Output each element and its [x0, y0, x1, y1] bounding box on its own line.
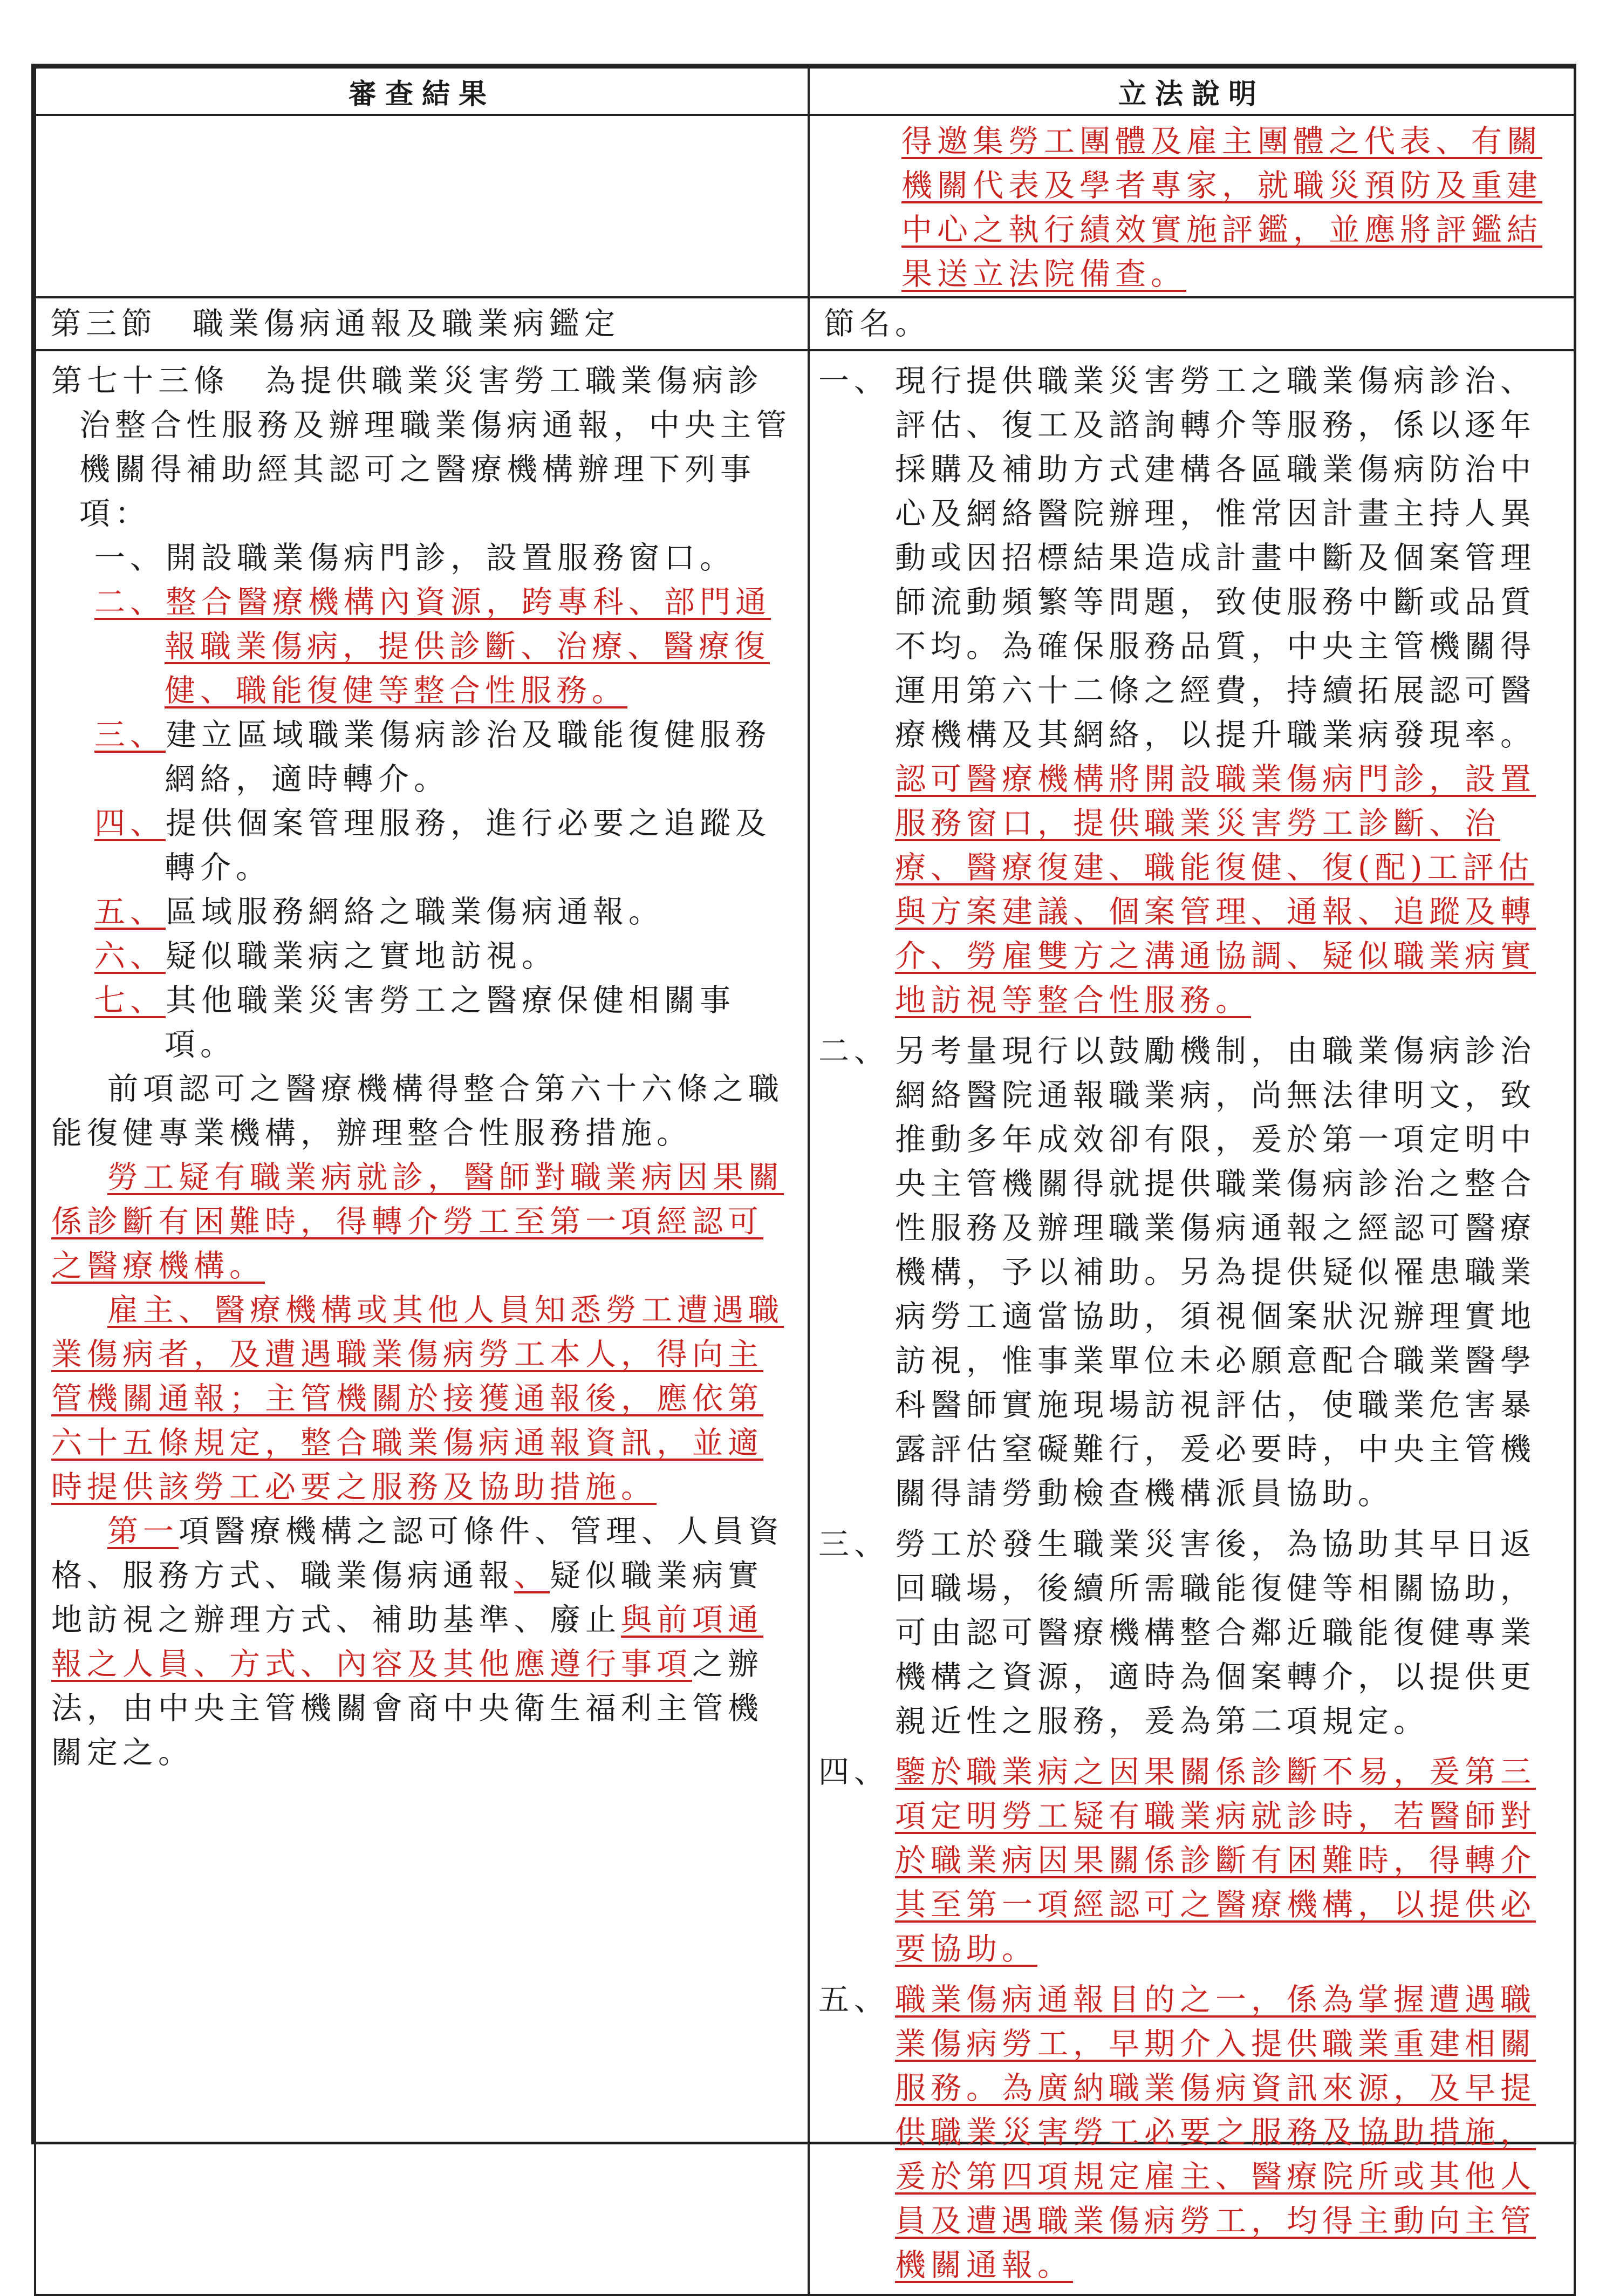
article-cell — [35, 350, 809, 2295]
article-item-5 — [51, 890, 795, 934]
explanation-2-text: 另考量現行以鼓勵機制，由職業傷病診治網絡醫院通報職業病，尚無法律明文，致推動多年成效卻有限，爰於第一項定明中央主管機關得就提供職業傷病診治之整合性服務及辦理職業傷病通報之經認可醫療機構，予以補助。另為提供疑似罹患職業病勞工適當協助，須視個案狀況辦理實地訪視，惟事業單位未必願意配合職業醫學科醫師實施現場訪視評估，使職業危害暴露評估窒礙難行，爰必要時，中央主管機關得請勞動檢查機構派員協助。 — [895, 1033, 1536, 1511]
item-number: 二、 — [94, 584, 166, 620]
item-number: 六、 — [94, 938, 166, 974]
item-number: 一、 — [94, 540, 166, 576]
article-heading: 第七十三條 — [51, 363, 229, 399]
item-number: 三、 — [94, 717, 166, 753]
item-number: 五、 — [94, 894, 166, 930]
explanation-item-2 — [818, 1029, 1565, 1516]
explanation-item-1 — [818, 359, 1565, 1023]
explanation-body — [895, 1750, 1565, 1971]
explanation-4-text: 鑒於職業病之因果關係診斷不易，爰第三項定明勞工疑有職業病就診時，若醫師對於職業病因果關係診斷有困難時，得轉介其至第一項經認可之醫療機構，以提供必要協助。 — [895, 1754, 1536, 1967]
continued-row — [35, 115, 1575, 297]
item-number: 四、 — [94, 806, 166, 841]
section-explanation: 節名。 — [809, 297, 1575, 350]
paragraph-5-part: 第一 — [107, 1514, 179, 1549]
article-item-3 — [51, 713, 795, 801]
comparison-table — [34, 66, 1576, 2296]
paragraph-5-part: 、 — [514, 1558, 550, 1593]
explanation-1-amended: 認可醫療機構將開設職業傷病門診，設置服務窗口，提供職業災害勞工診斷、治療、醫療復建、職能復健、復(配)工評估與方案建議、個案管理、通報、追蹤及轉介、勞雇雙方之溝通協調、疑似職業病實地訪視等整合性服務。 — [895, 761, 1536, 1018]
article-paragraph-3 — [51, 1155, 795, 1288]
item-text: 提供個案管理服務，進行必要之追蹤及轉介。 — [165, 806, 771, 885]
article-item-2 — [51, 580, 795, 713]
explanation-5-text: 職業傷病通報目的之一，係為掌握遭遇職業傷病勞工，早期介入提供職業重建相關服務。為廣納職業傷病資訊來源，及早提供職業災害勞工必要之服務及協助措施，爰於第四項規定雇主、醫療院所或其他人員及遭遇職業傷病勞工，均得主動向主管機關通報。 — [895, 1982, 1536, 2283]
header-row — [35, 67, 1575, 115]
paragraph-5-part: 項醫療機構之認可條件、管理、人員資格、服務方式、職業傷病通報 — [51, 1514, 784, 1593]
article-row — [35, 350, 1575, 2295]
article-item-7 — [51, 978, 795, 1067]
explanation-number: 五、 — [818, 1982, 890, 2018]
explanation-body — [895, 359, 1565, 1023]
item-text: 開設職業傷病門診，設置服務窗口。 — [166, 540, 735, 576]
explanation-item-4 — [818, 1750, 1565, 1971]
header-legislative-explanation: 立法說明 — [809, 67, 1575, 115]
continued-left-cell — [35, 115, 809, 297]
paragraph-5-part: 與前項通報之人員、方式、內容及其他應遵行事項 — [51, 1602, 763, 1682]
explanation-number: 二、 — [818, 1033, 890, 1069]
item-text: 其他職業災害勞工之醫療保健相關事項。 — [165, 983, 735, 1062]
item-text: 整合醫療機構內資源，跨專科、部門通報職業傷病，提供診斷、治療、醫療復健、職能復健等整合性服務。 — [165, 584, 771, 708]
explanation-1-text: 現行提供職業災害勞工之職業傷病診治、評估、復工及諮詢轉介等服務，係以逐年採購及補助方式建構各區職業傷病防治中心及網絡醫院辦理，惟常因計畫主持人異動或因招標結果造成計畫中斷及個案管理師流動頻繁等問題，致使服務中斷或品質不均。為確保服務品質，中央主管機關得運用第六十二條之經費，持續拓展認可醫療機構及其網絡，以提升職業病發現率。 — [895, 363, 1536, 753]
explanation-number: 三、 — [818, 1527, 890, 1562]
document-page — [31, 64, 1576, 2283]
explanation-item-5 — [818, 1978, 1565, 2287]
paragraph-5-part: 之辦法，由中央主管機關會商中央衛生福利主管機關定之。 — [51, 1646, 763, 1770]
article-item-6 — [51, 934, 795, 978]
explanation-3-text: 勞工於發生職業災害後，為協助其早日返回職場，後續所需職能復健等相關協助，可由認可醫療機構整合鄰近職能復健專業機構之資源，適時為個案轉介，以提供更親近性之服務，爰為第二項規定。 — [895, 1527, 1536, 1739]
article-item-4 — [51, 801, 795, 890]
item-text: 疑似職業病之實地訪視。 — [166, 938, 557, 974]
explanation-item-3 — [818, 1522, 1565, 1743]
item-text: 區域服務網絡之職業傷病通報。 — [166, 894, 664, 930]
article-paragraph-5 — [51, 1509, 795, 1775]
section-title: 第三節 職業傷病通報及職業病鑑定 — [35, 297, 809, 350]
section-row — [35, 297, 1575, 350]
header-review-result: 審查結果 — [35, 67, 809, 115]
item-text: 建立區域職業傷病診治及職能復健服務網絡，適時轉介。 — [165, 717, 771, 797]
explanation-number: 四、 — [818, 1754, 890, 1790]
explanation-number: 一、 — [818, 363, 890, 399]
continued-right-cell — [809, 115, 1575, 297]
paragraph-4-text: 雇主、醫療機構或其他人員知悉勞工遭遇職業傷病者，及遭遇職業傷病勞工本人，得向主管機關通報；主管機關於接獲通報後，應依第六十五條規定，整合職業傷病通報資訊，並適時提供該勞工必要之服務及協助措施。 — [51, 1292, 784, 1505]
continued-explanation: 得邀集勞工團體及雇主團體之代表、有關機關代表及學者專家，就職災預防及重建中心之執行績效實施評鑑，並應將評鑑結果送立法院備查。 — [901, 124, 1542, 292]
article-paragraph-4 — [51, 1288, 795, 1509]
paragraph-5-part: 疑似職業病實地訪視之辦理方式、補助基準、廢止 — [51, 1558, 763, 1638]
article-paragraph-2: 前項認可之醫療機構得整合第六十六條之職能復健專業機構，辦理整合性服務措施。 — [51, 1071, 784, 1151]
explanation-body — [895, 1978, 1565, 2287]
paragraph-3-text: 勞工疑有職業病就診，醫師對職業病因果關係診斷有困難時，得轉介勞工至第一項經認可之醫療機構。 — [51, 1160, 784, 1284]
item-number: 七、 — [94, 983, 166, 1018]
article-intro — [51, 359, 795, 536]
explanation-cell — [809, 350, 1575, 2295]
article-intro-text: 為提供職業災害勞工職業傷病診治整合性服務及辦理職業傷病通報，中央主管機關得補助經其認可之醫療機構辦理下列事項： — [79, 363, 791, 532]
article-item-1 — [51, 536, 795, 580]
